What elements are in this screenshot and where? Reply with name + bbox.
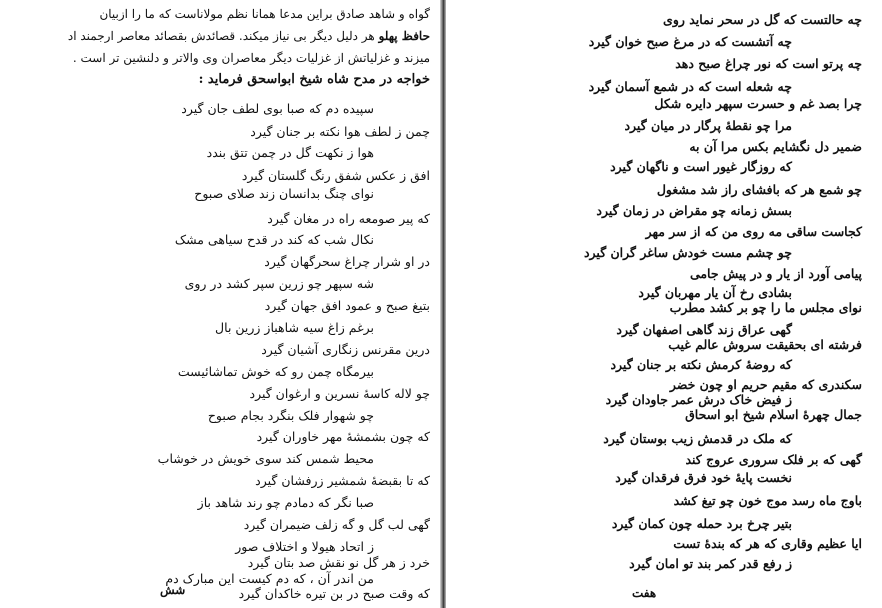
verse-line: بیرمگاه چمن رو که خوش تماشائیست <box>177 364 374 379</box>
verse-line: که چون بشمشهٔ مهر خاوران گیرد <box>256 429 430 444</box>
prose-line <box>68 28 430 44</box>
verse-line: در او شرار چراغ سحرگهان گیرد <box>264 254 430 269</box>
verse-line: برغم زاغ سیه شاهباز زرین بال <box>215 320 374 335</box>
verse-line: صبا نگر که دمادم چو رند شاهد باز <box>197 495 374 510</box>
verse-line: چه پرتو است که نور چراغ صبح دهد <box>675 56 862 71</box>
verse-line: چمن ز لطف هوا نکته بر جنان گیرد <box>250 124 430 139</box>
verse-line: که روزگار غیور است و ناگهان گیرد <box>610 159 792 174</box>
verse-line: ز اتحاد هیولا و اختلاف صور <box>235 539 374 554</box>
verse-line: چرا بصد غم و حسرت سپهر دایره شکل <box>654 96 862 111</box>
verse-line: بشادی رخ آن یار مهربان گیرد <box>638 285 792 300</box>
hafez-name: حافظ پهلو <box>378 29 430 43</box>
verse-line: بسش زمانه چو مقراض در زمان گیرد <box>596 203 792 218</box>
verse-line: محیط شمس کند سوی خویش در خوشاب <box>157 451 374 466</box>
verse-line: چو چشم مست خودش ساغر گران گیرد <box>583 245 792 260</box>
verse-line: بتیر چرخ برد حمله چون کمان گیرد <box>611 516 792 531</box>
verse-line: مرا چو نقطهٔ پرگار در میان گیرد <box>624 118 792 133</box>
verse-line: که ملک در قدمش زیب بوستان گیرد <box>603 431 792 446</box>
verse-line: هوا ز نکهت گل در چمن تتق بندد <box>206 145 374 160</box>
verse-line: ایا عظیم وقاری که هر که بندهٔ تست <box>673 536 862 551</box>
verse-line: من اندر آن ، که دم کیست این مبارک دم <box>165 571 374 586</box>
verse-line: که پیر صومعه راه در مغان گیرد <box>267 211 430 226</box>
verse-line: پیامی آورد از یار و در پیش جامی <box>689 266 862 281</box>
verse-line: باوج ماه رسد موج خون چو تیغ کشد <box>673 493 862 508</box>
verse-line: که تا بقبضهٔ شمشیر زرفشان گیرد <box>255 473 430 488</box>
verse-line: چه شعله است که در شمع آسمان گیرد <box>588 79 792 94</box>
verse-line: جمال چهرهٔ اسلام شیخ ابو اسحاق <box>685 407 862 422</box>
right-page <box>446 0 882 608</box>
verse-line: بتیغ صبح و عمود افق جهان گیرد <box>264 298 430 313</box>
prose-line: گواه و شاهد صادق براین مدعا همانا نظم مولاناست که ما را ازبیان <box>99 7 430 21</box>
verse-line: نوای مجلس ما را چو بر کشد مطرب <box>669 300 862 315</box>
page-number: هفت <box>632 586 657 600</box>
verse-line: شه سپهر چو زرین سپر کشد در روی <box>184 276 374 291</box>
page-number: شش <box>160 583 186 597</box>
verse-line: نخست پایهٔ خود فرق فرقدان گیرد <box>615 470 792 485</box>
verse-line: درین مقرنس زنگاری آشیان گیرد <box>261 342 430 357</box>
verse-line: ز فیض خاک درش عمر جاودان گیرد <box>605 392 792 407</box>
verse-line: خرد ز هر گل نو نقش صد بتان گیرد <box>247 555 430 570</box>
verse-line: چو شهوار فلک بنگرد بجام صبوح <box>207 408 374 423</box>
verse-line: گهی عراق زند گاهی اصفهان گیرد <box>616 322 792 337</box>
verse-line: ضمیر دل نگشایم بکس مرا آن به <box>689 139 862 154</box>
verse-line: سپیده دم که صبا بوی لطف جان گیرد <box>181 101 374 116</box>
prose-line-text: هر دلیل دیگر بی نیاز میکند. قصائدش بقصائد معاصر ارجمند اد <box>67 29 375 43</box>
prose-line: میزند و غزلیاتش از غزلیات دیگر معاصران وی والاتر و دلنشین تر است . <box>72 51 430 65</box>
verse-line: افق ز عکس شفق رنگ گلستان گیرد <box>241 168 430 183</box>
verse-line: که روضهٔ کرمش نکته بر جنان گیرد <box>610 357 792 372</box>
poem-heading: خواجه در مدح شاه شیخ ابواسحق فرماید : <box>198 72 430 87</box>
verse-line: سکندری که مقیم حریم او چون خضر <box>669 377 862 392</box>
verse-line: چو شمع هر که بافشای راز شد مشغول <box>656 182 862 197</box>
verse-line: چه حالتست که گل در سحر نماید روی <box>663 12 862 27</box>
verse-line: نوای چنگ بدانسان زند صلای صبوح <box>194 186 374 201</box>
verse-line: چو لاله کاسهٔ نسرین و ارغوان گیرد <box>249 386 430 401</box>
verse-line: ز رفع قدر کمر بند تو امان گیرد <box>629 556 792 571</box>
verse-line: چه آتشست که در مرغ صبح خوان گیرد <box>588 34 792 49</box>
verse-line: گهی لب گل و گه زلف ضیمران گیرد <box>243 517 430 532</box>
verse-line: کجاست ساقی مه روی من که از سر مهر <box>645 224 862 239</box>
verse-line: نکال شب که کند در قدح سیاهی مشک <box>174 232 374 247</box>
verse-line: که وقت صبح در بن تیره خاکدان گیرد <box>238 586 430 601</box>
verse-line: فرشته ای بحقیقت سروش عالم غیب <box>668 337 862 352</box>
verse-line: گهی که بر فلک سروری عروج کند <box>685 452 862 467</box>
left-page <box>0 0 440 608</box>
